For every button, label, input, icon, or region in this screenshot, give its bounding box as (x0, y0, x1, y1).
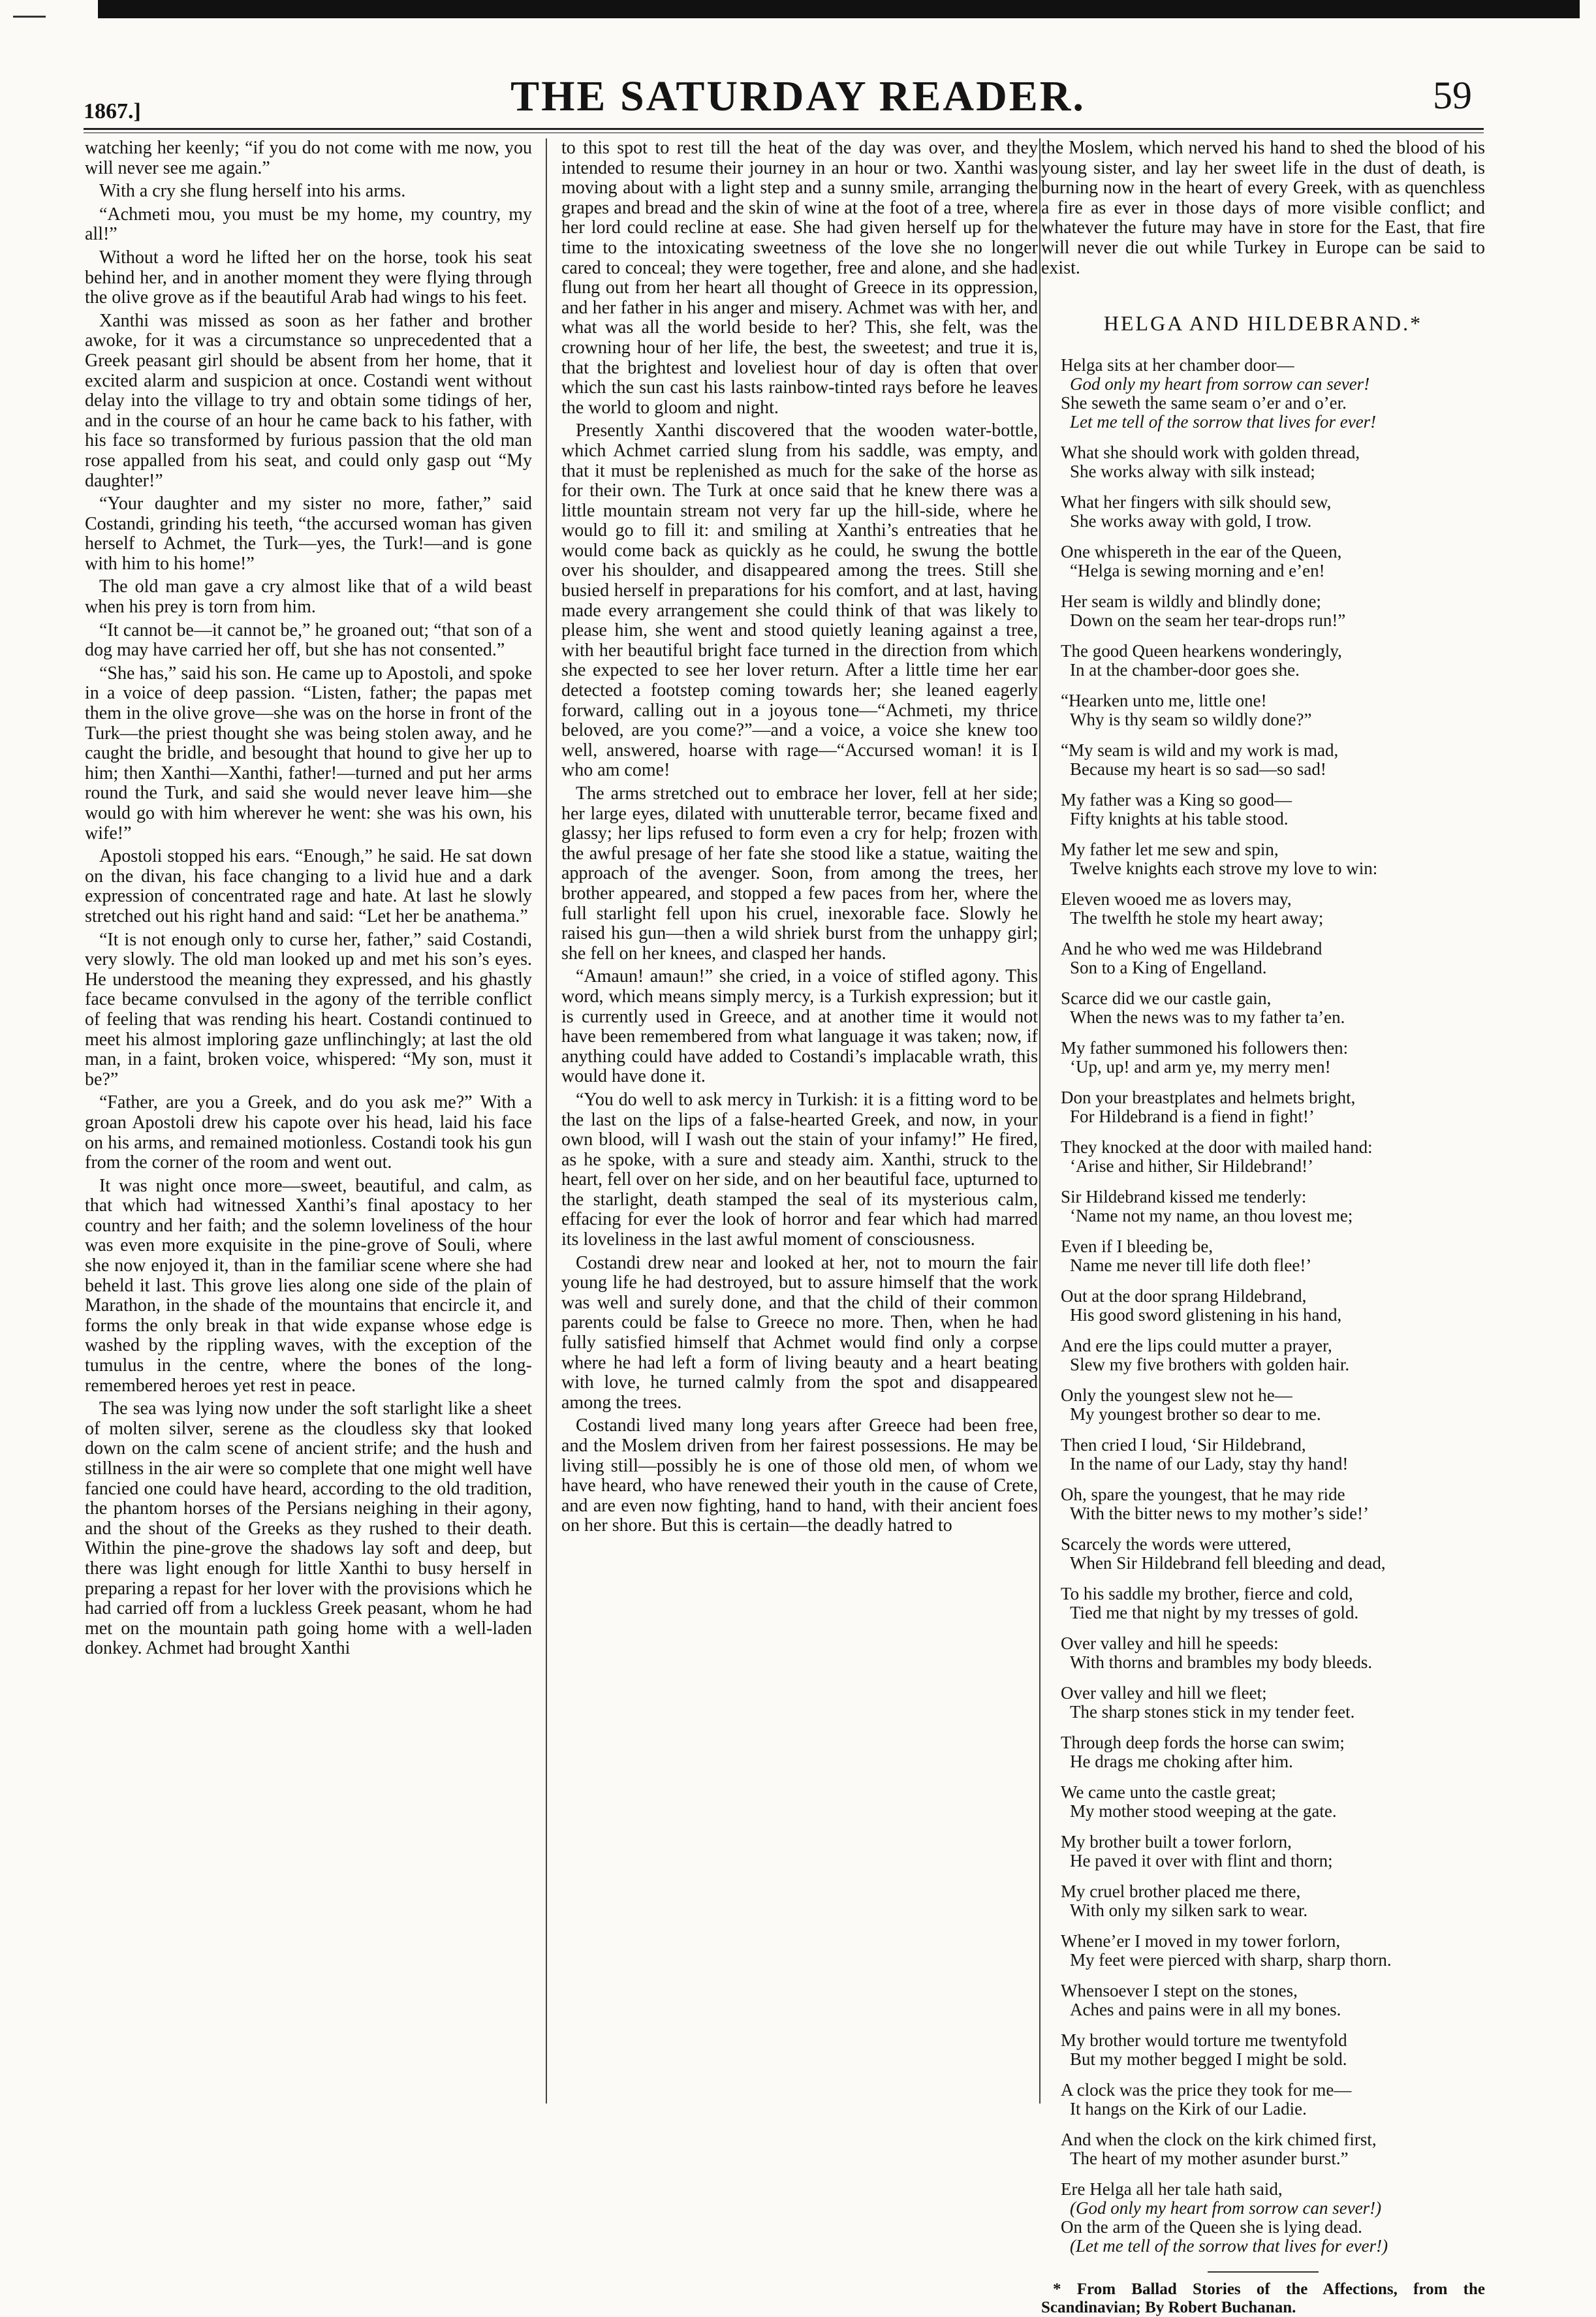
poem-line: My brother would torture me twentyfold (1061, 2030, 1347, 2050)
poem-line: Aches and pains were in all my bones. (1070, 1999, 1341, 2019)
paragraph: With a cry she flung herself into his arms. (99, 181, 406, 202)
poem-stanza (1061, 1287, 1485, 1325)
poem-line: To his saddle my brother, fierce and cold, (1061, 1583, 1353, 1603)
column-divider-1 (546, 138, 547, 2104)
poem-line: She works away with gold, I trow. (1070, 511, 1312, 531)
poem-stanza (1061, 1981, 1485, 2019)
poem-line: The twelfth he stole my heart away; (1070, 907, 1324, 928)
poem-line: He paved it over with flint and thorn; (1070, 1850, 1333, 1870)
paragraph: “Your daughter and my sister no more, father,” said Costandi, grinding his teeth, “the accursed woman has given herself to Achmet, the Turk—yes, the Turk!—and is gone with him to his home!” (85, 494, 532, 574)
paragraph: watching her keenly; “if you do not come with me now, you will never see me again.” (85, 138, 532, 178)
poem-line: The good Queen hearkens wonderingly, (1061, 640, 1342, 661)
poem-stanza (1061, 642, 1485, 680)
poem-line: In the name of our Lady, stay thy hand! (1070, 1453, 1349, 1474)
poem-stanza (1061, 1436, 1485, 1474)
prose-continuation: the Moslem, which nerved his hand to shed the blood of his young sister, and lay her sweet life in the dust of death, is burning now in the heart of every Greek, with as quenchless a fire as ever in those days of more visible conflict; and whatever the future may have in store for the East, that fire will never die out while Turkey in Europe can be said to exist. (1041, 138, 1485, 278)
poem-line: His good sword glistening in his hand, (1070, 1304, 1342, 1325)
poem-line: Eleven wooed me as lovers may, (1061, 889, 1292, 909)
poem-line: She seweth the same seam o’er and o’er. (1061, 392, 1347, 413)
paragraph: “You do well to ask mercy in Turkish: it is a fitting word to be the last on the lips of a false-hearted Greek, and now, in your own blood, will I wash out the stain of your infamy!” He fired, as he spoke, with a sure and steady aim. Xanthi, struck to the heart, fell over on her side, and on her beautiful face, upturned to the starlight, death stamped the seal of its mysterious calm, effacing for ever the look of horror and fear which had marred its loveliness in the last awful moment of consciousness. (561, 1089, 1038, 1250)
poem-line: “Hearken unto me, little one! (1061, 690, 1267, 710)
poem-stanza (1061, 1584, 1485, 1622)
poem-line: For Hildebrand is a fiend in fight!’ (1070, 1106, 1315, 1126)
poem-line: A clock was the price they took for me— (1061, 2079, 1352, 2100)
poem-stanza (1061, 1535, 1485, 1573)
poem-title: HELGA AND HILDEBRAND.* (1103, 311, 1423, 336)
poem-line: What her fingers with silk should sew, (1061, 492, 1332, 512)
poem-stanza (1061, 890, 1485, 928)
poem-line: Down on the seam her tear-drops run!” (1070, 610, 1346, 630)
poem-line: But my mother begged I might be sold. (1070, 2049, 1347, 2069)
poem-line: Because my heart is so sad—so sad! (1070, 759, 1326, 779)
poem-stanza (1061, 1237, 1485, 1275)
paragraph: Xanthi was missed as soon as her father and brother awoke, for it was a circumstance so unprecedented that a Greek peasant girl should be absent from her home, that it excited alarm and suspicion at once. Costandi went without delay into the village to try and obtain some tidings of her, and in the course of an hour he came back to his father, with his face so transformed by furious passion that the old man rose appalled from his seat, and could only gasp out “My daughter!” (85, 310, 532, 491)
poem-line: When Sir Hildebrand fell bleeding and dead, (1070, 1553, 1386, 1573)
poem-line: On the arm of the Queen she is lying dead. (1061, 2216, 1362, 2237)
top-dash (13, 16, 46, 18)
poem-line: Out at the door sprang Hildebrand, (1061, 1285, 1307, 1306)
poem-line: My father let me sew and spin, (1061, 839, 1279, 859)
poem-body (1041, 356, 1485, 2256)
poem-stanza (1061, 840, 1485, 878)
paragraph: “It cannot be—it cannot be,” he groaned out; “that son of a dog may have carried her off, but she has not consented.” (85, 620, 532, 661)
poem-line: In at the chamber-door goes she. (1070, 659, 1300, 680)
poem-refrain-line: Let me tell of the sorrow that lives for ever! (1070, 411, 1377, 432)
poem-refrain-line: (God only my heart from sorrow can sever!) (1070, 2198, 1382, 2218)
poem-line: And he who wed me was Hildebrand (1061, 938, 1322, 958)
paragraph: Without a word he lifted her on the horse, took his seat behind her, and in another moment they were flying through the olive grove as if the beautiful Arab had wings to his feet. (85, 247, 532, 308)
column-divider-2 (1039, 138, 1041, 2104)
poem-line: My cruel brother placed me there, (1061, 1881, 1301, 1901)
poem-line: Even if I bleeding be, (1061, 1236, 1213, 1256)
poem-stanza (1061, 791, 1485, 828)
column-middle (561, 138, 1038, 2130)
paragraph: Costandi lived many long years after Greece had been free, and the Moslem driven from her fairest possessions. He may be living still—possibly he is one of those old men, of whom we have heard, who have renewed their youth in the cause of Crete, and are even now fighting, hand to hand, with their ancient foes on her shore. But this is certain—the deadly hatred to (561, 1415, 1038, 1536)
poem-stanza (1061, 939, 1485, 977)
poem-line: Oh, spare the youngest, that he may ride (1061, 1484, 1345, 1504)
paragraph: Presently Xanthi discovered that the wooden water-bottle, which Achmet carried slung from his saddle, was empty, and that it must be replenished as much for the sake of the horse as for their own. The Turk at once said that he knew there was a little mountain stream not very far up the hill-side, where he would go to fill it: and smiling at Xanthi’s entreaties that he would come back as quickly as he could, he swung the bottle over his shoulder, and disappeared among the trees. Still she busied herself in preparations for his comfort, and at last, having made every arrangement she could think of that was likely to please him, she went and stood quietly leaning against a tree, with her beautiful bright face turned in the direction from which she expected to see her lover return. After a little time her ear detected a footstep coming towards her; she leaned eagerly forward, calling out in a joyous tone—“Achmeti, my thrice beloved, are you come?”—and a voice, a voice she knew too well, answered, hoarse with rage—“Accursed woman! it is I who am come! (561, 420, 1038, 781)
paragraph: The old man gave a cry almost like that of a wild beast when his prey is torn from him. (85, 576, 532, 618)
poem-line: Through deep fords the horse can swim; (1061, 1732, 1345, 1752)
paragraph: It was night once more—sweet, beautiful, and calm, as that which had witnessed Xanthi’s final apostacy to her country and her faith; and the solemn loveliness of the hour was even more exquisite in the pine-grove of Souli, where she now enjoyed it, than in the familiar scene where she had beheld it last. This grove lies along one side of the plain of Marathon, in the shade of the mountains that encircle it, and forms the only break in that wide expanse whose edge is washed by the rippling waves, with the exception of the tumulus in the centre, where the bones of the long-remembered heroes yet rest in peace. (85, 1175, 532, 1396)
poem-line: Sir Hildebrand kissed me tenderly: (1061, 1186, 1307, 1206)
paragraph: Apostoli stopped his ears. “Enough,” he said. He sat down on the divan, his face changing to a livid hue and a dark expression of concentrated rage and hate. At last he slowly stretched out his right hand and said: “Let her be anathema.” (85, 846, 532, 926)
poem-line: “Helga is sewing morning and e’en! (1070, 560, 1325, 580)
poem-line: It hangs on the Kirk of our Ladie. (1070, 2098, 1307, 2119)
footnote-rule (1208, 2271, 1319, 2273)
poem-line: Helga sits at her chamber door— (1061, 355, 1294, 375)
column-right (1041, 138, 1485, 2316)
poem-line: My mother stood weeping at the gate. (1070, 1801, 1337, 1821)
poem-line: The sharp stones stick in my tender feet. (1070, 1701, 1355, 1722)
poem-stanza (1061, 543, 1485, 580)
poem-line: Fifty knights at his table stood. (1070, 808, 1289, 828)
paragraph: “Amaun! amaun!” she cried, in a voice of stifled agony. This word, which means simply mercy, is a Turkish expression; but it is currently used in Greece, and at another time it would not have been remembered from what language it was taken; now, if anything could have added to Costandi’s implacable wrath, this would have done it. (561, 966, 1038, 1087)
poem-line: They knocked at the door with mailed hand: (1061, 1137, 1373, 1157)
page-header (0, 59, 1596, 131)
poem-line: ‘Name not my name, an thou lovest me; (1070, 1205, 1353, 1225)
paragraph: The sea was lying now under the soft starlight like a sheet of molten silver, serene as the cloudless sky that looked down on the calm scene of ancient strife; and the hush and stillness in the air were so complete that one might well have fancied one could have heard, according to the old tradition, the phantom horses of the Persians neighing in their agony, and the shout of the Greeks as they rushed to their death. Within the pine-grove the shadows lay soft and deep, but there was light enough for little Xanthi to busy herself in preparing a repast for her lover with the provisions which he had carried off from a luckless Greek peasant, whom he had met on the mountain path going home with a well-laden donkey. Achmet had brought Xanthi (85, 1398, 532, 1659)
poem-stanza (1061, 1188, 1485, 1225)
poem-stanza (1061, 356, 1485, 432)
poem-line: Only the youngest slew not he— (1061, 1385, 1292, 1405)
poem-line: Don your breastplates and helmets bright, (1061, 1087, 1356, 1107)
paragraph: “Achmeti mou, you must be my home, my country, my all!” (85, 204, 532, 245)
header-rule-thick (84, 128, 1484, 130)
poem-line: What she should work with golden thread, (1061, 442, 1360, 462)
poem-line: With thorns and brambles my body bleeds. (1070, 1652, 1373, 1672)
poem-line: With the bitter news to my mother’s side!’ (1070, 1503, 1369, 1523)
poem-line: Tied me that night by my tresses of gold. (1070, 1602, 1359, 1622)
poem-line: Slew my five brothers with golden hair. (1070, 1354, 1350, 1374)
poem-stanza (1061, 1733, 1485, 1771)
poem-stanza (1061, 989, 1485, 1027)
poem-line: My youngest brother so dear to me. (1070, 1404, 1321, 1424)
poem-line: My brother built a tower forlorn, (1061, 1831, 1292, 1852)
poem-stanza (1061, 443, 1485, 481)
poem-line: Son to a King of Engelland. (1070, 957, 1267, 977)
paragraph: “Father, are you a Greek, and do you ask me?” With a groan Apostoli drew his capote over his head, laid his face on his arms, and remained motionless. Costandi took his gun from the corner of the room and went out. (85, 1092, 532, 1173)
poem-stanza (1061, 2031, 1485, 2069)
poem-line: Scarce did we our castle gain, (1061, 988, 1272, 1008)
poem-stanza (1061, 2180, 1485, 2256)
header-date: 1867.] (84, 99, 141, 123)
poem-stanza (1061, 1684, 1485, 1722)
poem-stanza (1061, 2081, 1485, 2119)
poem-line: Over valley and hill he speeds: (1061, 1633, 1279, 1653)
poem-line: Then cried I loud, ‘Sir Hildebrand, (1061, 1434, 1306, 1455)
page-number: 59 (1433, 74, 1472, 117)
poem-line: One whispereth in the ear of the Queen, (1061, 541, 1342, 561)
poem-stanza (1061, 1932, 1485, 1970)
poem-line: Twelve knights each strove my love to win: (1070, 858, 1378, 878)
footnote: * From Ballad Stories of the Affections, from the Scandinavian; By Robert Buchanan. (1041, 2280, 1485, 2316)
poem-refrain-line: (Let me tell of the sorrow that lives for ever!) (1070, 2235, 1388, 2256)
poem-line: She works alway with silk instead; (1070, 461, 1315, 481)
paragraph: The arms stretched out to embrace her lover, fell at her side; her large eyes, dilated with unutterable terror, became fixed and glassy; her lips refused to form even a cry for help; frozen with the awful presage of her fate she stood like a statue, waiting the approach of the avenger. Soon, from among the trees, her brother appeared, and stopped a few paces from her, where the full starlight fell upon his cruel, inexorable face. Slowly he raised his gun—then a wild shriek burst from the unhappy girl; she fell on her knees, and clasped her hands. (561, 783, 1038, 964)
poem-line: Over valley and hill we fleet; (1061, 1682, 1267, 1703)
paragraph: Costandi drew near and looked at her, not to mourn the fair young life he had destroyed, but to assure himself that the work was well and surely done, and that the child of their common parents could be false to Greece no more. Then, when he had fully satisfied himself that Achmet would find only a corpse where he had left a form of living beauty and a heart beating with love, he turned calmly from the spot and disappeared among the trees. (561, 1252, 1038, 1413)
poem-line: We came unto the castle great; (1061, 1782, 1276, 1802)
poem-stanza (1061, 1634, 1485, 1672)
poem-line: ‘Arise and hither, Sir Hildebrand!’ (1070, 1156, 1314, 1176)
poem-stanza (1061, 1336, 1485, 1374)
poem-stanza (1061, 1485, 1485, 1523)
poem-stanza (1061, 1386, 1485, 1424)
poem-line: Name me never till life doth flee!’ (1070, 1255, 1312, 1275)
poem-line: And ere the lips could mutter a prayer, (1061, 1335, 1332, 1355)
top-black-band (98, 0, 1580, 18)
poem-stanza (1061, 741, 1485, 779)
poem-refrain-line: God only my heart from sorrow can sever! (1070, 373, 1370, 394)
masthead-title: THE SATURDAY READER. (510, 72, 1086, 120)
poem-line: My father was a King so good— (1061, 789, 1292, 810)
poem-line: ‘Up, up! and arm ye, my merry men! (1070, 1056, 1331, 1077)
poem-line: Whensoever I stept on the stones, (1061, 1980, 1298, 2000)
poem-line: “My seam is wild and my work is mad, (1061, 740, 1339, 760)
poem-stanza (1061, 1039, 1485, 1077)
paragraph: to this spot to rest till the heat of the day was over, and they intended to resume their journey in an hour or two. Xanthi was moving about with a light step and a sunny smile, arranging the grapes and bread and the skin of wine at the foot of a tree, where her lord could recline at ease. She had given herself up for the time to the intoxicating sweetness of the love she no longer cared to conceal; they were together, free and alone, and she had flung out from her heart all thought of Greece in its oppression, and her father in his anger and misery. Achmet was with her, and what was all the world beside to her? This, she felt, was the crowning hour of her life, the best, the sweetest; and true it is, that the brightest and loveliest hour of day is often that over which the sun cast his lasts rainbow-tinted rays before he leaves the world to gloom and night. (561, 138, 1038, 418)
column-left (85, 138, 532, 2130)
paragraph: “She has,” said his son. He came up to Apostoli, and spoke in a voice of deep passion. “Listen, father; the papas met them in the olive grove—she was on the horse in front of the Turk—the priest thought she was being stolen away, and he caught the bridle, and besought that hound to give her up to him; then Xanthi—Xanthi, father!—turned and put her arms round the Turk, and said she would never leave him—she would go with him wherever he went: she was his own, his wife!” (85, 663, 532, 843)
poem-stanza (1061, 493, 1485, 531)
poem-line: My feet were pierced with sharp, sharp thorn. (1070, 1949, 1392, 1970)
poem-stanza (1061, 2130, 1485, 2168)
poem-line: Her seam is wildly and blindly done; (1061, 591, 1321, 611)
poem-line: He drags me choking after him. (1070, 1751, 1293, 1771)
poem-stanza (1061, 691, 1485, 729)
poem-stanza (1061, 1138, 1485, 1176)
poem-line: And when the clock on the kirk chimed first, (1061, 2129, 1377, 2149)
poem-line: Ere Helga all her tale hath said, (1061, 2179, 1283, 2199)
poem-stanza (1061, 1833, 1485, 1870)
poem-line: Why is thy seam so wildly done?” (1070, 709, 1312, 729)
poem-line: The heart of my mother asunder burst.” (1070, 2148, 1349, 2168)
poem-stanza (1061, 1783, 1485, 1821)
poem-stanza (1061, 592, 1485, 630)
poem-line: When the news was to my father ta’en. (1070, 1007, 1345, 1027)
poem-stanza (1061, 1088, 1485, 1126)
poem-line: With only my silken sark to wear. (1070, 1900, 1308, 1920)
poem-line: Scarcely the words were uttered, (1061, 1534, 1292, 1554)
paragraph: “It is not enough only to curse her, father,” said Costandi, very slowly. The old man looked up and met his son’s eyes. He understood the meaning they expressed, and his ghastly face became convulsed in the agony of the terrible conflict of feeling that was rending his heart. Costandi continued to meet his almost imploring gaze unflinchingly; at last the old man, in a faint, broken voice, whispered: “My son, must it be?” (85, 929, 532, 1090)
poem-stanza (1061, 1882, 1485, 1920)
poem-line: Whene’er I moved in my tower forlorn, (1061, 1931, 1341, 1951)
poem-line: My father summoned his followers then: (1061, 1037, 1349, 1058)
